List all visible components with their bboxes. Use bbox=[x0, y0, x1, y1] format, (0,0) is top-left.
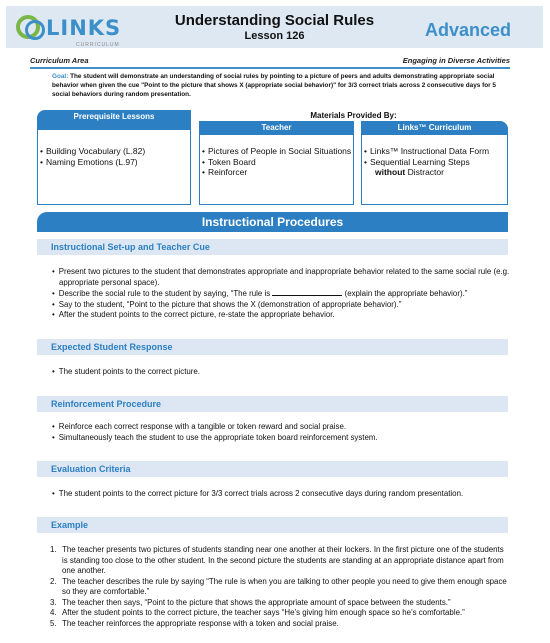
teacher-item: • Pictures of People in Social Situations bbox=[208, 146, 353, 157]
setup-section-title: Instructional Set-up and Teacher Cue bbox=[37, 239, 508, 255]
links-extra bbox=[362, 167, 507, 178]
goal-label: Goal: bbox=[52, 73, 69, 80]
prereq-item: • Building Vocabulary (L.82) bbox=[46, 146, 190, 157]
evaluation-list bbox=[52, 489, 520, 500]
list-item bbox=[52, 288, 520, 300]
example-item: 5. The teacher reinforces the appropriate response with a token and social praise. bbox=[50, 618, 339, 628]
response-list bbox=[52, 367, 520, 378]
page-title: Understanding Social Rules bbox=[174, 12, 375, 29]
example-item: 4. After the student points to the correct picture, the teacher says “He’s giving him enough space so he’s comfortable.” bbox=[50, 608, 465, 617]
list-item: • Reinforce each correct response with a tangible or token reward and social praise. bbox=[52, 422, 520, 433]
goal-text: The student will demonstrate an understanding of social rules by pointing to a picture of peers and adults demonstrating appropriate social behavior when given the cue "Point to the picture that shows X (appropriate social behavior)" for 3/3 correct trials across 2 consecutive days for 5 social behaviors during random presentation. bbox=[52, 73, 496, 98]
logo-subtext: CURRICULUM bbox=[76, 42, 120, 48]
example-list bbox=[50, 545, 510, 629]
list-item: • Present two pictures to the student that demonstrates appropriate and inappropriate behavior related to the same social rule (e.g. appropriate personal space). bbox=[52, 267, 520, 288]
teacher-title: Teacher bbox=[199, 121, 354, 135]
links-item: • Links™ Instructional Data Form bbox=[370, 146, 507, 157]
response-section-title: Expected Student Response bbox=[37, 339, 508, 355]
links-curriculum-box bbox=[361, 135, 508, 205]
teacher-box bbox=[199, 135, 354, 205]
list-item: • Say to the student, “Point to the picture that shows the X (demonstration of appropriate behavior).” bbox=[52, 300, 520, 311]
reinforcement-list bbox=[52, 422, 520, 443]
instructional-procedures-title: Instructional Procedures bbox=[37, 212, 508, 232]
curriculum-area-row bbox=[30, 55, 510, 69]
list-item: • Simultaneously teach the student to use the appropriate token board reinforcement system. bbox=[52, 433, 520, 444]
example-item: 3. The teacher then says, “Point to the picture that shows the appropriate amount of space between the students.” bbox=[50, 597, 451, 607]
links-extra-bold: without bbox=[375, 167, 406, 177]
setup-list bbox=[52, 267, 520, 321]
teacher-item: • Token Board bbox=[208, 157, 353, 168]
reinforcement-section-title: Reinforcement Procedure bbox=[37, 396, 508, 412]
list-item: • The student points to the correct picture. bbox=[52, 367, 520, 378]
level-badge: Advanced bbox=[424, 20, 511, 40]
setup-rule-text: Describe the social rule to the student by saying, “The rule is bbox=[58, 289, 271, 298]
evaluation-section-title: Evaluation Criteria bbox=[37, 461, 508, 477]
prerequisite-title: Prerequisite Lessons bbox=[37, 110, 191, 130]
example-item: 1. The teacher presents two pictures of students standing near one another at their lockers. In the first picture one of the students is standing too close to the other student. In the second picture the students are standing at an appropriate distance apart from one another. bbox=[50, 545, 504, 575]
links-curriculum-title: Links™ Curriculum bbox=[361, 121, 508, 135]
prerequisite-box bbox=[37, 130, 191, 205]
links-item: • Sequential Learning Steps bbox=[370, 157, 507, 168]
materials-provided-title: Materials Provided By: bbox=[199, 110, 508, 121]
list-item: • The student points to the correct picture for 3/3 correct trials across 2 consecutive days during random presentation. bbox=[52, 489, 520, 500]
curriculum-area-value: Engaging in Diverse Activities bbox=[402, 56, 510, 65]
teacher-item: • Reinforcer bbox=[208, 167, 353, 178]
curriculum-area-label: Curriculum Area bbox=[30, 56, 89, 65]
lesson-header bbox=[6, 6, 543, 48]
setup-rule-suffix: (explain the appropriate behavior).” bbox=[344, 289, 468, 298]
list-item: • After the student points to the correct picture, re-state the appropriate behavior. bbox=[52, 310, 520, 321]
logo-text: LINKS bbox=[46, 16, 122, 40]
lesson-number: Lesson 126 bbox=[244, 30, 305, 42]
example-section-title: Example bbox=[37, 517, 508, 533]
example-item: 2. The teacher describes the rule by saying “The rule is when you are talking to other people you need to give them enough space so they are comfortable.” bbox=[50, 576, 507, 596]
goal-statement bbox=[52, 72, 510, 99]
fill-in-blank bbox=[272, 288, 342, 296]
links-extra-rest: Distractor bbox=[407, 167, 444, 177]
prereq-item: • Naming Emotions (L.97) bbox=[46, 157, 190, 168]
